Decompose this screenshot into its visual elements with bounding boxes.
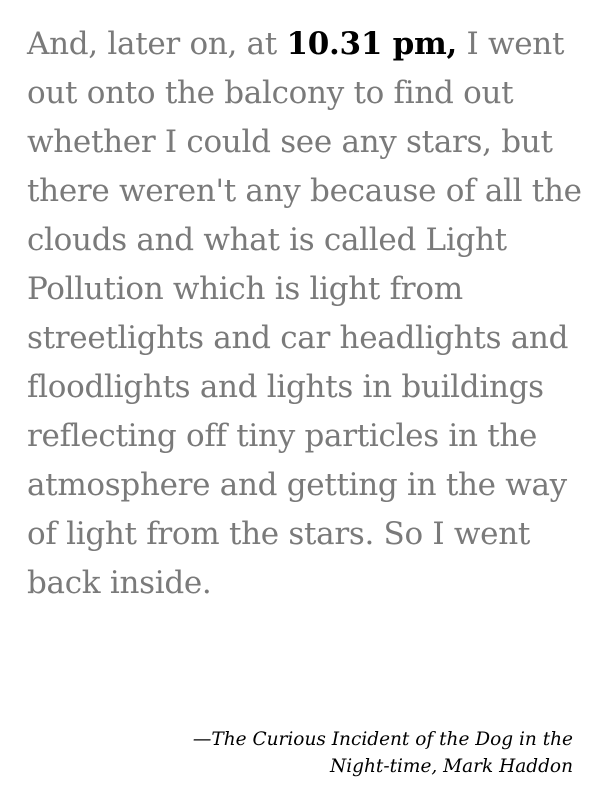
quote-text-after-time: I went out onto the balcony to find out whether I could see any stars, but there weren't any because of all the clouds and what is called Light Pollution which is light from streetlights and car headlights and floodlights and lights in buildings reflecting off tiny particles in the atmosphere and getting in the way of light from the stars. So I went back inside. xyxy=(27,26,582,601)
quote-attribution: —The Curious Incident of the Dog in the Night-time, Mark Haddon xyxy=(192,729,573,777)
quote-text xyxy=(27,20,583,608)
quote-time-highlight: 10.31 pm, xyxy=(286,26,457,62)
quote-text-before-time: And, later on, at xyxy=(27,26,287,62)
